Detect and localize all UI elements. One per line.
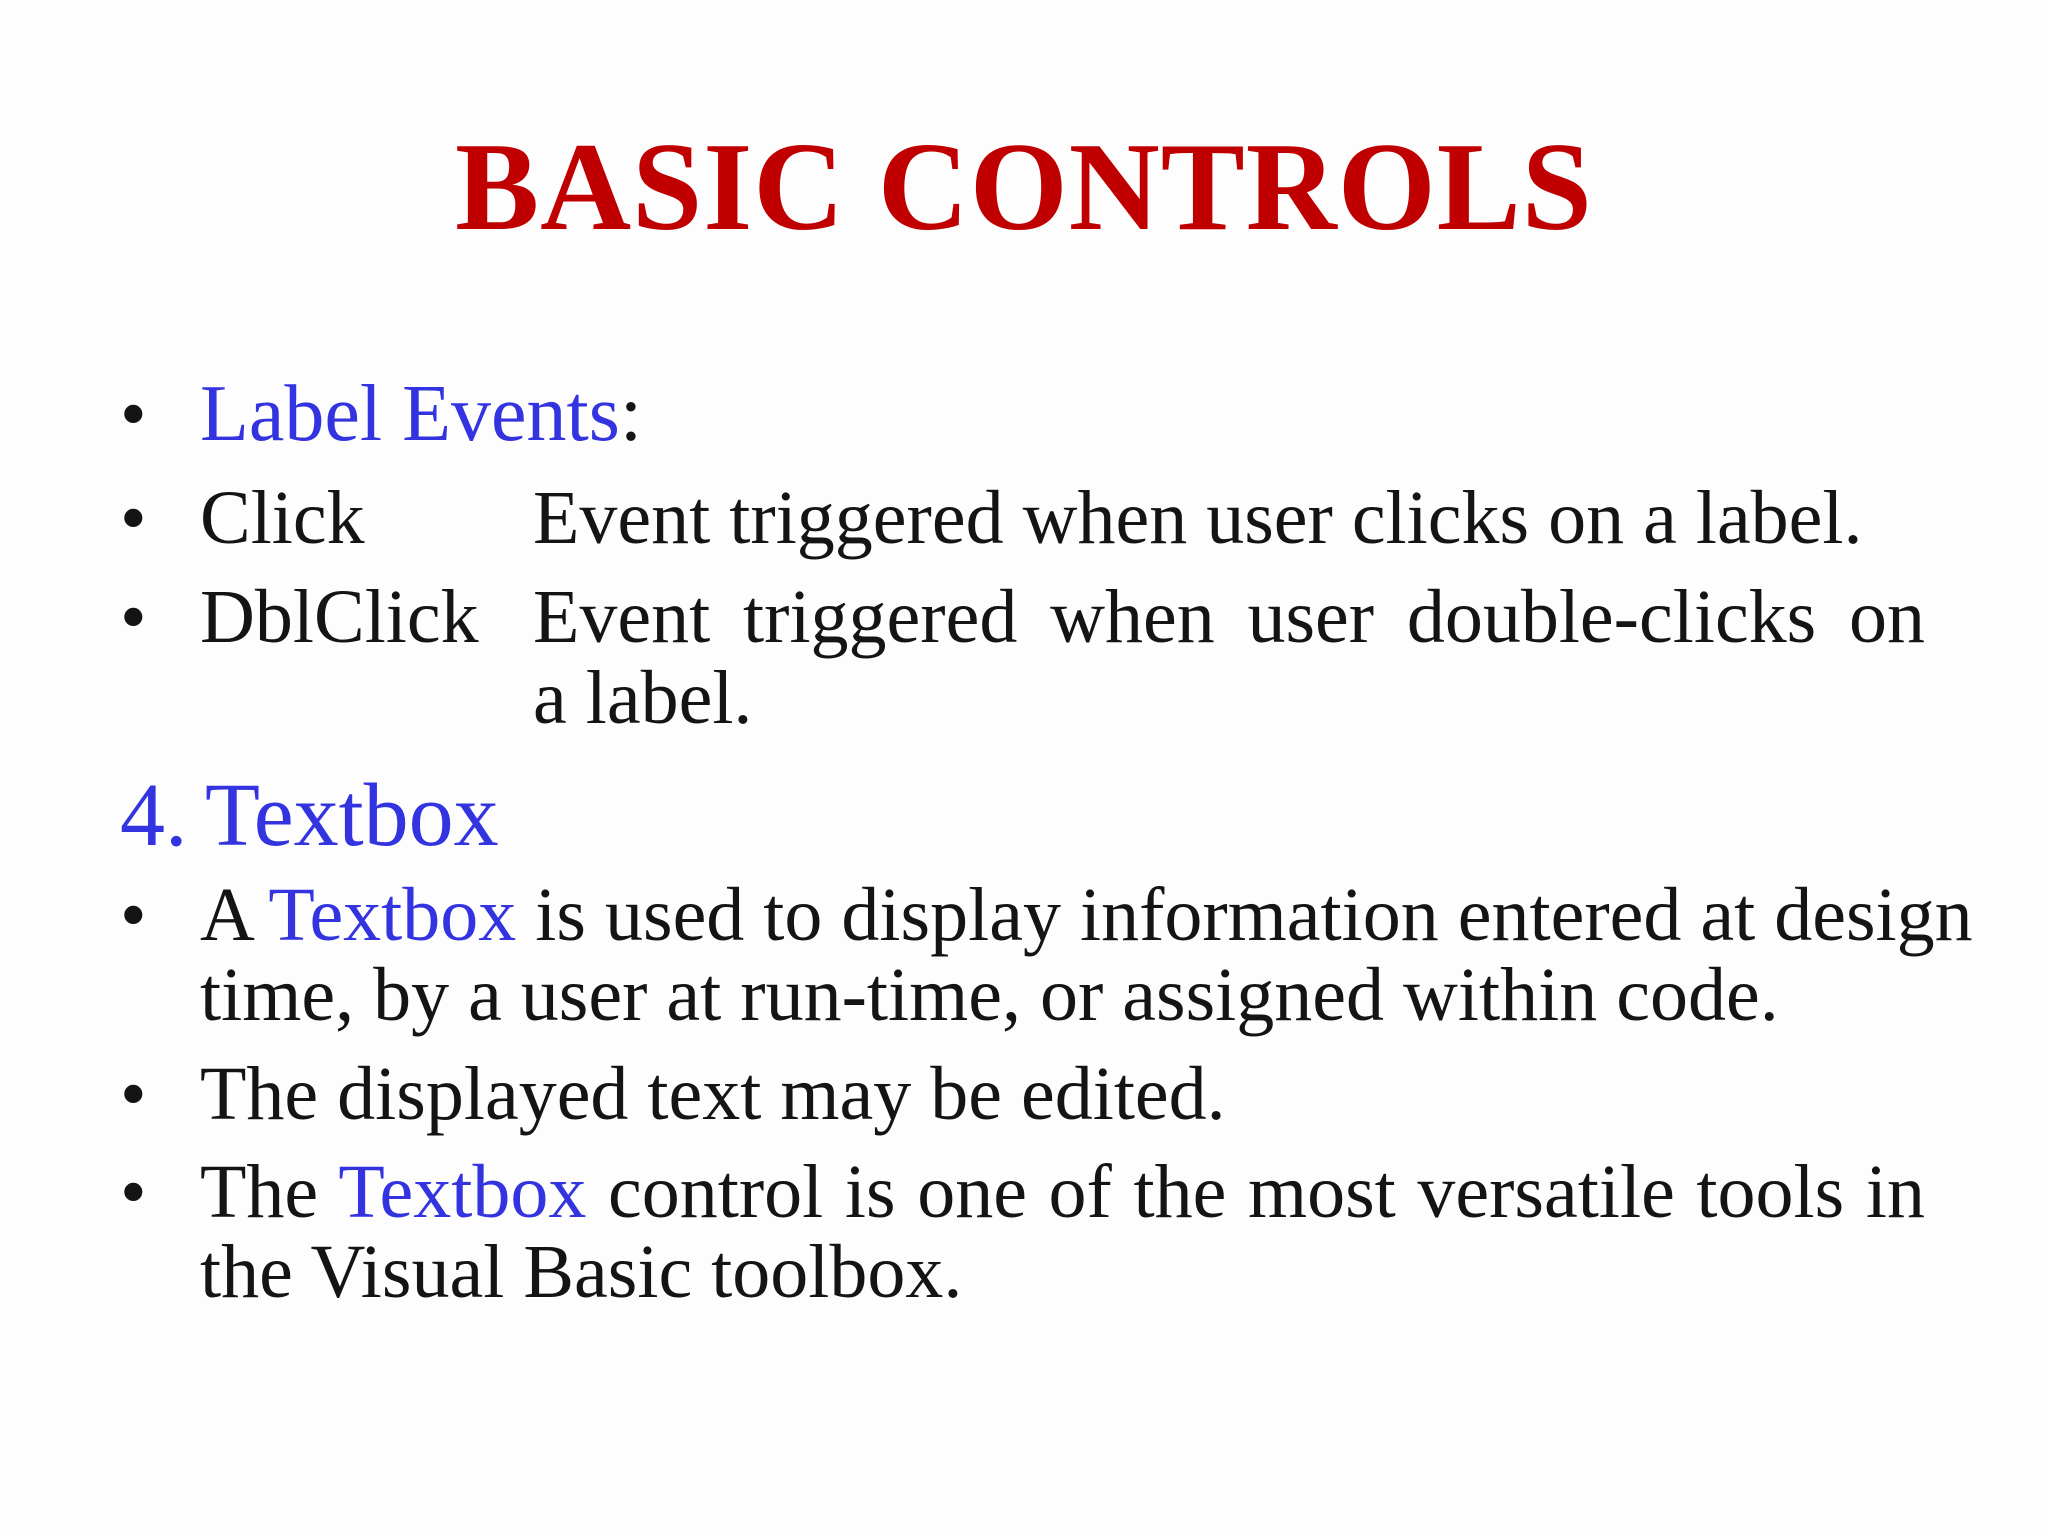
label-events-colon: :	[619, 370, 643, 458]
event-name: Click	[200, 476, 365, 560]
bullet-line2: the Visual Basic toolbox.	[200, 1230, 963, 1314]
textbox-highlight: Textbox	[268, 873, 517, 957]
bullet-dot: •	[120, 1052, 147, 1136]
label-events-text: Label Events	[200, 370, 620, 458]
bullet-line2: time, by a user at run-time, or assigned within code.	[200, 953, 1779, 1037]
bullet-dot: •	[120, 1150, 147, 1234]
event-name: DblClick	[200, 575, 479, 659]
bullet-prefix: A	[200, 873, 269, 957]
event-description-line2: a label.	[533, 656, 753, 740]
textbox-highlight: Textbox	[338, 1150, 587, 1234]
bullet-rest: is used to display information entered at design	[516, 873, 1973, 957]
section-title: Textbox	[205, 766, 499, 865]
bullet-prefix: The	[200, 1150, 339, 1234]
event-description-line1: Event triggered when user double-clicks on	[533, 575, 1925, 659]
bullet-dot: •	[120, 575, 147, 659]
bullet-line1	[200, 1152, 1925, 1232]
section-number: 4.	[120, 766, 188, 865]
bullet-text: The displayed text may be edited.	[200, 1052, 1226, 1136]
bullet-dot: •	[120, 372, 147, 456]
label-events-heading	[200, 370, 643, 458]
bullet-line1	[200, 873, 1973, 957]
bullet-dot: •	[120, 873, 147, 957]
bullet-rest: control is one of the most versatile tools in	[586, 1150, 1925, 1234]
event-description: Event triggered when user clicks on a label.	[533, 476, 1863, 560]
slide-title: BASIC CONTROLS	[455, 118, 1593, 257]
bullet-dot: •	[120, 476, 147, 560]
